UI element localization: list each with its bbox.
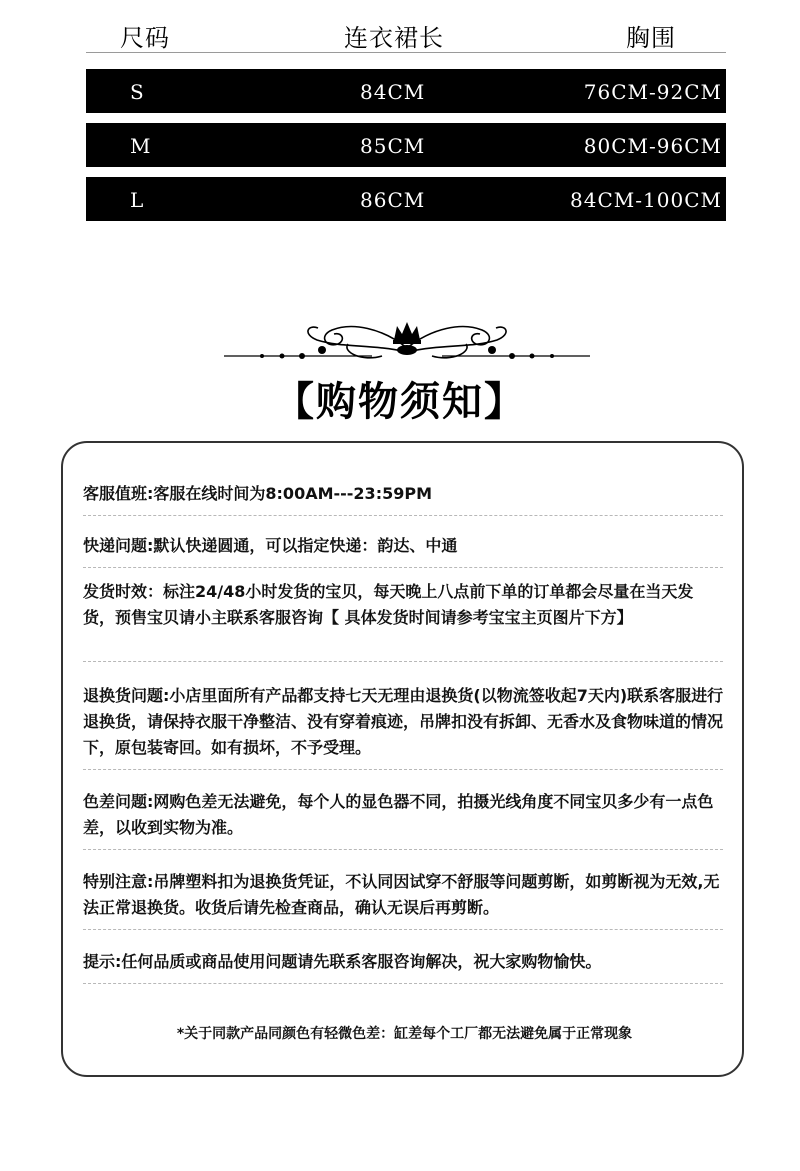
notice-item: 快递问题:默认快递圆通，可以指定快递：韵达、中通: [83, 536, 458, 555]
notice-item: 退换货问题:小店里面所有产品都支持七天无理由退换货(以物流签收起7天内)联系客服进行退换货，请保持衣服干净整洁、没有穿着痕迹，吊牌扣没有拆卸、无香水及食物味道的情况下，原包装寄回。如有损坏，不予受理。: [83, 686, 724, 757]
header-bust: 胸围: [626, 24, 676, 52]
bust-cell: 80CM-96CM: [583, 134, 722, 158]
divider: [83, 983, 723, 984]
size-row: [86, 123, 726, 167]
size-cell: M: [130, 134, 152, 158]
length-cell: 84CM: [360, 80, 426, 104]
header-size: 尺码: [120, 24, 170, 52]
size-table-header: [86, 12, 726, 53]
header-dress-length: 连衣裙长: [344, 24, 444, 52]
divider: [83, 661, 723, 662]
crown-flourish-divider-icon: [222, 318, 592, 370]
divider: [83, 515, 723, 516]
shopping-notice-title: 【购物须知】: [274, 379, 526, 425]
divider: [83, 567, 723, 568]
color-difference-footnote: *关于同款产品同颜色有轻微色差：缸差每个工厂都无法避免属于正常现象: [176, 1026, 633, 1042]
notice-item: 提示:任何品质或商品使用问题请先联系客服咨询解决，祝大家购物愉快。: [83, 952, 602, 971]
notice-item: 特别注意:吊牌塑料扣为退换货凭证，不认同因试穿不舒服等问题剪断，如剪断视为无效,无法正常退换货。收货后请先检查商品，确认无误后再剪断。: [83, 872, 720, 917]
bust-cell: 76CM-92CM: [583, 80, 722, 104]
notice-item: 色差问题:网购色差无法避免，每个人的显色器不同，拍摄光线角度不同宝贝多少有一点色差，以收到实物为准。: [83, 792, 714, 837]
notice-item: 发货时效：标注24/48小时发货的宝贝，每天晚上八点前下单的订单都会尽量在当天发货，预售宝贝请小主联系客服咨询【 具体发货时间请参考宝宝主页图片下方】: [83, 582, 694, 627]
size-row: [86, 177, 726, 221]
divider: [83, 929, 723, 930]
size-row: [86, 69, 726, 113]
size-cell: S: [130, 80, 145, 104]
size-cell: L: [130, 188, 145, 212]
divider: [83, 769, 723, 770]
length-cell: 85CM: [360, 134, 426, 158]
bust-cell: 84CM-100CM: [570, 188, 722, 212]
notice-card: [61, 441, 744, 1077]
length-cell: 86CM: [360, 188, 426, 212]
divider: [83, 849, 723, 850]
notice-item: 客服值班:客服在线时间为8:00AM---23:59PM: [83, 484, 433, 503]
